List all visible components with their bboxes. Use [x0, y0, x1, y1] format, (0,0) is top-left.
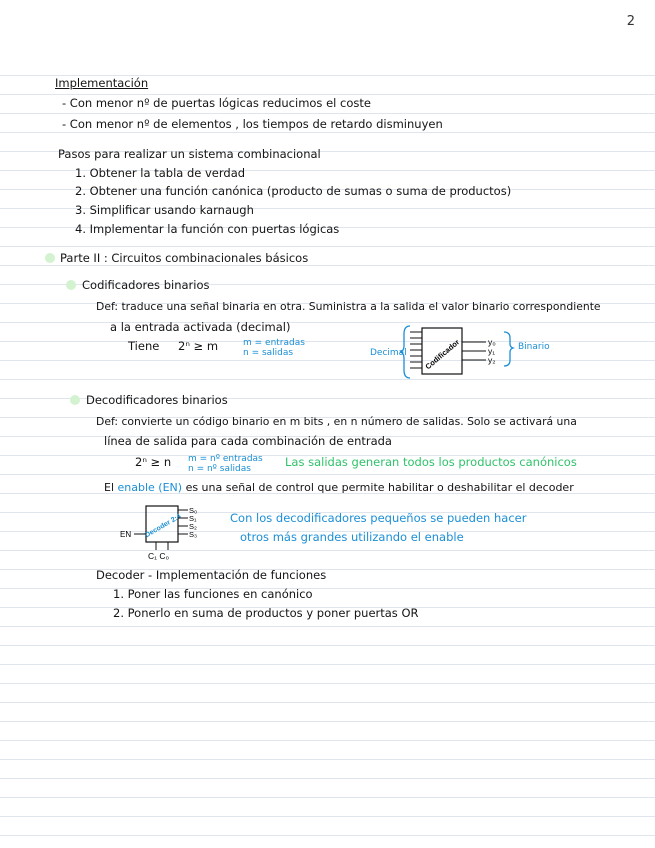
codificador-right-label: Binario: [518, 342, 550, 352]
codificadores-note-m: m = entradas: [243, 338, 305, 348]
right-brace: [504, 332, 513, 366]
codificadores-note-n: n = salidas: [243, 348, 294, 358]
decodificadores-def-line1: Def: convierte un código binario en m bits , en n número de salidas. Solo se activará una: [96, 415, 577, 428]
decodificadores-def-line2: línea de salida para cada combinación de entrada: [104, 434, 392, 448]
codificadores-def-line2: a la entrada activada (decimal): [110, 320, 291, 334]
enable-sentence: [104, 481, 574, 495]
output-y2: y₂: [488, 355, 496, 365]
implementacion-item-1: - Con menor nº de puertas lógicas reducimos el coste: [62, 96, 371, 110]
codificador-box-label: Codificador: [423, 337, 462, 372]
decodificadores-note-1: m = nº entradas: [188, 454, 263, 464]
parte2-title: Parte II : Circuitos combinacionales básicos: [60, 251, 309, 265]
decoder-output-s1: S₁: [189, 514, 197, 523]
enable-prefix: El: [104, 481, 115, 494]
decoder-diagram: [118, 502, 208, 560]
pasos-step-2: 2. Obtener una función canónica (producto de sumas o suma de productos): [75, 184, 512, 198]
page-number: 2: [626, 14, 635, 29]
decoder-blue-note-2: otros más grandes utilizando el enable: [240, 530, 464, 544]
codificador-left-label: Decimal: [370, 348, 407, 358]
implementacion-title: Implementación: [55, 76, 149, 90]
enable-term: enable (EN): [117, 481, 183, 494]
codificador-diagram: [400, 324, 560, 380]
decoders-impl-title: Decoder - Implementación de funciones: [96, 568, 327, 582]
heading-bullet-dot: [66, 280, 76, 290]
decoders-impl-step-1: 1. Poner las funciones en canónico: [113, 587, 313, 601]
decoder-box-label: Decoder 2:4: [144, 513, 183, 540]
pasos-step-4: 4. Implementar la función con puertas lógicas: [75, 222, 340, 236]
codificadores-tiene: Tiene: [128, 339, 160, 353]
pasos-title: Pasos para realizar un sistema combinacional: [58, 147, 321, 161]
enable-rest: es una señal de control que permite habilitar o deshabilitar el decoder: [185, 481, 574, 494]
decoder-en-label: EN: [120, 530, 132, 539]
codificadores-formula: 2ⁿ ≥ m: [178, 339, 219, 353]
decodificadores-green-note: Las salidas generan todos los productos canónicos: [285, 455, 577, 469]
pasos-step-3: 3. Simplificar usando karnaugh: [75, 203, 254, 217]
output-y1: y₁: [488, 346, 496, 356]
heading-bullet-dot: [45, 253, 55, 263]
codificadores-title: Codificadores binarios: [82, 278, 210, 292]
output-y0: y₀: [488, 337, 496, 347]
decodificadores-formula: 2ⁿ ≥ n: [135, 455, 172, 469]
decoder-blue-note-1: Con los decodificadores pequeños se pueden hacer: [230, 511, 527, 525]
pasos-step-1: 1. Obtener la tabla de verdad: [75, 166, 246, 180]
header-margin: [0, 0, 655, 60]
left-brace: [400, 326, 410, 378]
decoder-output-s3: S₃: [189, 530, 198, 539]
codificadores-def-line1: Def: traduce una señal binaria en otra. Suministra a la salida el valor binario correspondiente: [96, 300, 601, 313]
heading-bullet-dot: [70, 395, 80, 405]
decoders-impl-step-2: 2. Ponerlo en suma de productos y poner puertas OR: [113, 606, 419, 620]
decoder-inputs-label: C₁ C₀: [148, 551, 170, 561]
decodificadores-note-2: n = nº salidas: [188, 464, 251, 474]
implementacion-item-2: - Con menor nº de elementos , los tiempos de retardo disminuyen: [62, 117, 443, 131]
decoder-output-s2: S₂: [189, 522, 197, 531]
decodificadores-title: Decodificadores binarios: [86, 393, 228, 407]
decoder-output-s0: S₀: [189, 506, 198, 515]
